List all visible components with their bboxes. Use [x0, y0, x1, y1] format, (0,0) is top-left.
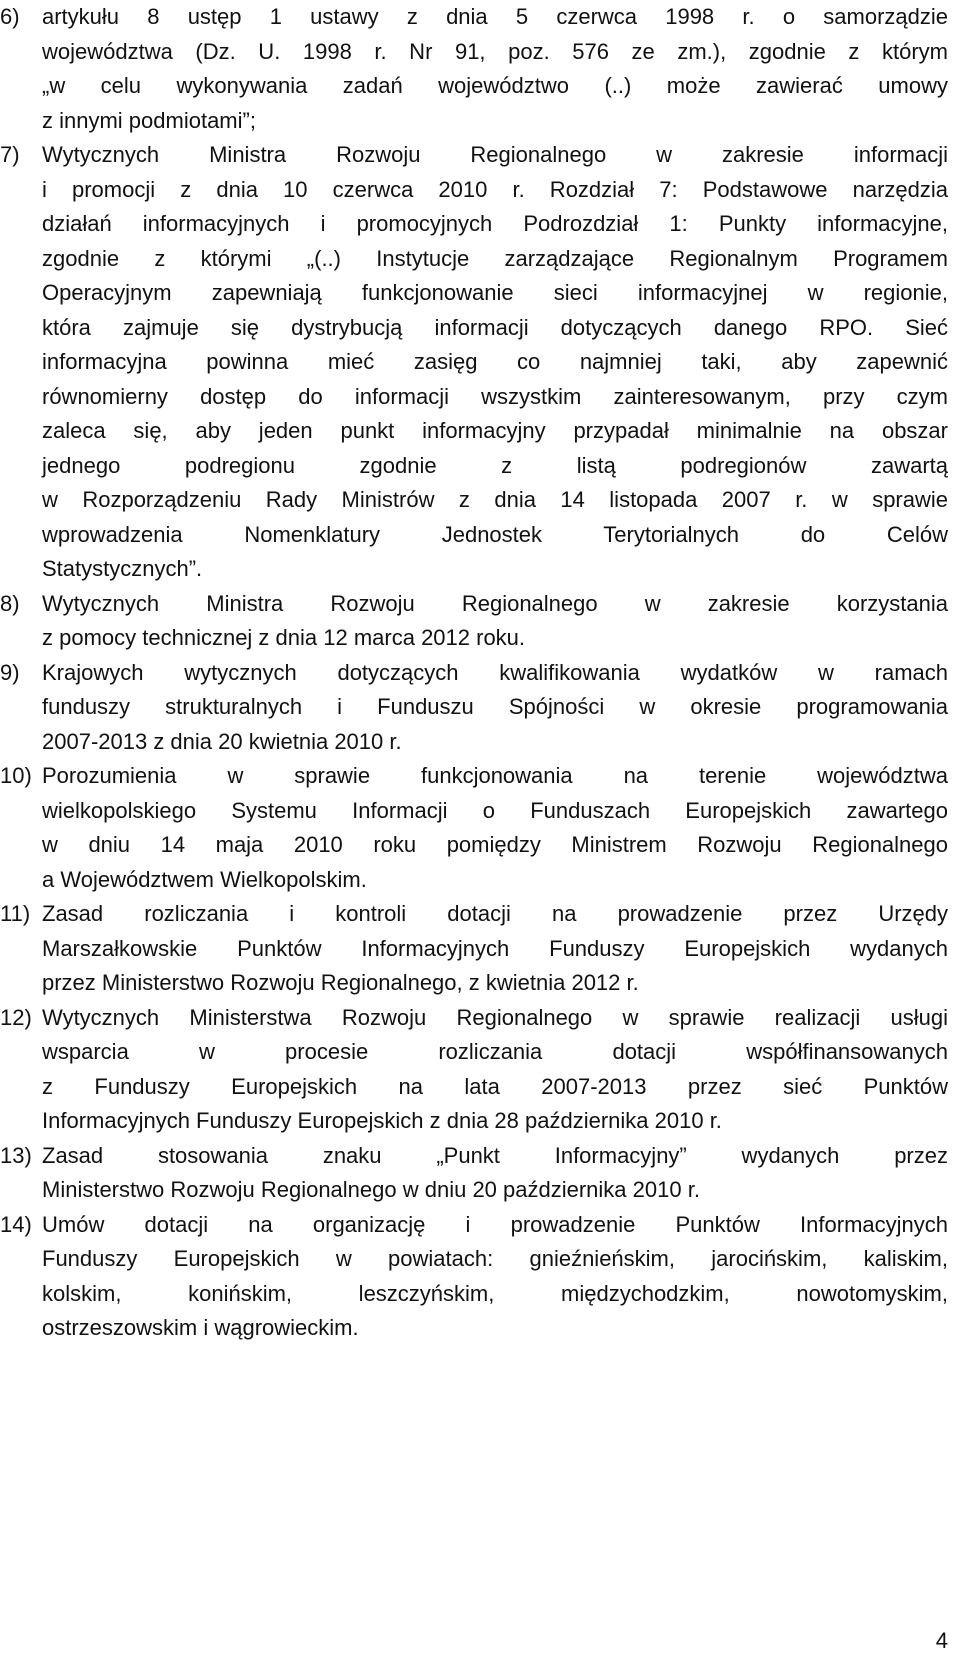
list-item	[0, 1001, 948, 1139]
list-item	[0, 587, 948, 656]
list-item	[0, 1139, 948, 1208]
text-line: która zajmuje się dystrybucją informacji dotyczących danego RPO. Sieć	[42, 314, 948, 340]
list-item-text	[42, 138, 948, 587]
list-item-text	[42, 897, 948, 1001]
list-item-number: 13)	[0, 1142, 32, 1168]
text-line: Wytycznych Ministra Rozwoju Regionalnego w zakresie informacji	[42, 142, 948, 167]
list-item	[0, 1208, 948, 1346]
text-line: jednego podregionu zgodnie z listą podregionów zawartą	[42, 452, 948, 478]
list-item	[0, 897, 948, 1001]
text-line: Statystycznych”.	[42, 556, 203, 581]
text-line: 2007-2013 z dnia 20 kwietnia 2010 r.	[42, 728, 402, 754]
text-line: wprowadzenia Nomenklatury Jednostek Terytorialnych do Celów	[42, 521, 948, 547]
text-line: informacyjna powinna mieć zasięg co najmniej taki, aby zapewnić	[42, 349, 948, 374]
text-line: Operacyjnym zapewniają funkcjonowanie sieci informacyjnej w regionie,	[42, 280, 948, 305]
list-item-text	[42, 656, 948, 760]
text-line: zaleca się, aby jeden punkt informacyjny przypadał minimalnie na obszar	[42, 418, 948, 443]
text-line: wielkopolskiego Systemu Informacji o Funduszach Europejskich zawartego	[42, 797, 948, 823]
list-item-text	[42, 1001, 948, 1139]
list-item-text	[42, 0, 948, 138]
list-item-number: 14)	[0, 1211, 32, 1237]
text-line: i promocji z dnia 10 czerwca 2010 r. Rozdział 7: Podstawowe narzędzia	[42, 176, 948, 202]
text-line: Umów dotacji na organizację i prowadzenie Punktów Informacyjnych	[42, 1211, 948, 1237]
text-line: województwa (Dz. U. 1998 r. Nr 91, poz. 576 ze zm.), zgodnie z którym	[42, 38, 948, 64]
text-line: funduszy strukturalnych i Funduszu Spójności w okresie programowania	[42, 694, 948, 719]
text-line: kolskim, konińskim, leszczyńskim, międzychodzkim, nowotomyskim,	[42, 1280, 948, 1306]
text-line: Zasad rozliczania i kontroli dotacji na prowadzenie przez Urzędy	[42, 901, 948, 926]
list-item-number: 9)	[0, 659, 20, 685]
list-item	[0, 138, 948, 587]
page-number: 4	[935, 1628, 948, 1653]
list-item-text	[42, 1208, 948, 1346]
text-line: w dniu 14 maja 2010 roku pomiędzy Ministrem Rozwoju Regionalnego	[42, 832, 948, 857]
text-line: Ministerstwo Rozwoju Regionalnego w dniu 20 października 2010 r.	[42, 1177, 700, 1202]
text-line: działań informacyjnych i promocyjnych Podrozdział 1: Punkty informacyjne,	[42, 211, 948, 236]
list-item	[0, 0, 948, 138]
text-line: w Rozporządzeniu Rady Ministrów z dnia 14 listopada 2007 r. w sprawie	[42, 487, 948, 512]
text-line: ostrzeszowskim i wągrowieckim.	[42, 1315, 359, 1340]
list-item	[0, 656, 948, 760]
list-item-number: 11)	[0, 901, 31, 926]
list-item-number: 10)	[0, 763, 32, 788]
list-item-text	[42, 759, 948, 897]
list-item	[0, 759, 948, 897]
text-line: przez Ministerstwo Rozwoju Regionalnego, z kwietnia 2012 r.	[42, 970, 639, 995]
text-line: wsparcia w procesie rozliczania dotacji współfinansowanych	[42, 1039, 948, 1064]
text-line: równomierny dostęp do informacji wszystkim zainteresowanym, przy czym	[42, 383, 948, 409]
list-item-text	[42, 1139, 948, 1208]
list-item-number: 8)	[0, 590, 20, 616]
text-line: Porozumienia w sprawie funkcjonowania na terenie województwa	[42, 763, 948, 788]
text-line: z pomocy technicznej z dnia 12 marca 2012 roku.	[42, 625, 526, 650]
text-line: Informacyjnych Funduszy Europejskich z dnia 28 października 2010 r.	[42, 1108, 722, 1133]
list-item-number: 7)	[0, 142, 20, 167]
text-line: z Funduszy Europejskich na lata 2007-2013 przez sieć Punktów	[42, 1073, 948, 1099]
text-line: zgodnie z którymi „(..) Instytucje zarządzające Regionalnym Programem	[42, 245, 948, 271]
text-line: Funduszy Europejskich w powiatach: gnieźnieńskim, jarocińskim, kaliskim,	[42, 1246, 948, 1271]
text-line: Krajowych wytycznych dotyczących kwalifikowania wydatków w ramach	[42, 659, 948, 685]
text-line: „w celu wykonywania zadań województwo (..) może zawierać umowy	[42, 73, 948, 98]
text-line: Marszałkowskie Punktów Informacyjnych Funduszy Europejskich wydanych	[42, 935, 948, 961]
text-line: artykułu 8 ustęp 1 ustawy z dnia 5 czerwca 1998 r. o samorządzie	[42, 4, 948, 29]
text-line: a Województwem Wielkopolskim.	[42, 866, 367, 892]
list-item-number: 12)	[0, 1004, 32, 1030]
text-line: Zasad stosowania znaku „Punkt Informacyjny” wydanych przez	[42, 1142, 948, 1168]
text-line: Wytycznych Ministra Rozwoju Regionalnego w zakresie korzystania	[42, 590, 948, 616]
list-item-text	[42, 587, 948, 656]
text-line: Wytycznych Ministerstwa Rozwoju Regionalnego w sprawie realizacji usługi	[42, 1004, 948, 1030]
list-item-number: 6)	[0, 4, 20, 29]
text-line: z innymi podmiotami”;	[42, 107, 256, 133]
